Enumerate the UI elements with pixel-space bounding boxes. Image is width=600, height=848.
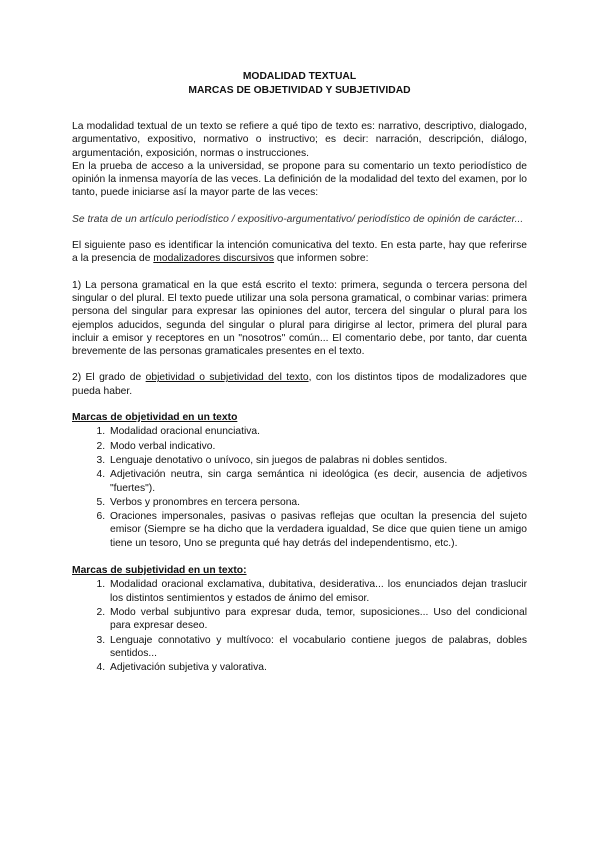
- list-item: 2. Modo verbal subjuntivo para expresar duda, temor, suposiciones... Uso del condicional para expresar deseo.: [108, 606, 527, 633]
- point2-text-end: , con los distintos tipos de modalizadores que pueda haber.: [72, 372, 527, 397]
- list-item: 1. Modalidad oracional exclamativa, dubitativa, desiderativa... los enunciados dejan traslucir los distintos sentimientos y estados de ánimo del emisor.: [108, 578, 527, 605]
- exam-paragraph: En la prueba de acceso a la universidad, se propone para su comentario un texto periodístico de opinión la inmensa mayoría de las veces. La definición de la modalidad del texto del examen, por lo tanto, puede iniciarse así la mayor parte de las veces:: [72, 160, 527, 199]
- modalizadores-term: modalizadores discursivos: [153, 253, 275, 265]
- list-item: 5. Verbos y pronombres en tercera persona.: [108, 496, 527, 509]
- list-item: 6. Oraciones impersonales, pasivas o pasivas reflejas que ocultan la presencia del sujeto emisor (Siempre se ha dicho que la verdadera igualdad, Se dice que quien tiene un amigo tiene un tesoro, Uno se pregunta qué hay detrás del independentismo, etc.).: [108, 510, 527, 550]
- list-item: 3. Lenguaje denotativo o unívoco, sin juegos de palabras ni dobles sentidos.: [108, 454, 527, 467]
- list-item: 2. Modo verbal indicativo.: [108, 440, 527, 453]
- list-item: 1. Modalidad oracional enunciativa.: [108, 425, 527, 438]
- title-block: [72, 70, 527, 98]
- subjetividad-list: [72, 578, 527, 674]
- subjetividad-heading: Marcas de subjetividad en un texto:: [72, 565, 247, 577]
- intention-paragraph: [72, 239, 527, 266]
- list-item: 4. Adjetivación neutra, sin carga semántica ni ideológica (es decir, ausencia de adjetivos "fuertes").: [108, 468, 527, 495]
- objetividad-heading: Marcas de objetividad en un texto: [72, 412, 238, 424]
- example-sentence: Se trata de un artículo periodístico / expositivo-argumentativo/ periodístico de opinión de carácter...: [72, 213, 524, 225]
- point-grado-objetividad: [72, 371, 527, 398]
- point2-text: 2) El grado de: [72, 372, 146, 384]
- document-subtitle: MARCAS DE OBJETIVIDAD Y SUBJETIVIDAD: [188, 85, 411, 96]
- intention-text: El siguiente paso es identificar la intención comunicativa del texto. En esta parte, hay que referirse a la presencia de: [72, 240, 527, 265]
- intro-paragraph: La modalidad textual de un texto se refiere a qué tipo de texto es: narrativo, descriptivo, dialogado, argumentativo, expositivo, normativo o instructivo; es decir: narración, descripción, diálogo, argumentación, exposición, normas o instrucciones.: [72, 121, 527, 159]
- intention-text-end: que informen sobre:: [274, 253, 369, 265]
- document-page: [72, 70, 527, 675]
- point-persona-gramatical: 1) La persona gramatical en la que está escrito el texto: primera, segunda o tercera persona del singular o del plural. El texto puede utilizar una sola persona gramatical, o combinar varias: primera persona del singular para expresar las opiniones del autor, tercera del singular o plural para los ejemplos aducidos, segunda del singular o plural para dirigirse al lector, primera del plural para incluir a emisor y receptores en un "nosotros" común... El comentario debe, por tanto, dar cuenta brevemente de las personas gramaticales presentes en el texto.: [72, 279, 527, 358]
- list-item: 3. Lenguaje connotativo y multívoco: el vocabulario contiene juegos de palabras, dobles sentidos...: [108, 634, 527, 661]
- list-item: 4. Adjetivación subjetiva y valorativa.: [108, 661, 527, 674]
- document-title: MODALIDAD TEXTUAL: [242, 71, 357, 82]
- objetividad-list: [72, 425, 527, 550]
- objetividad-term: objetividad o subjetividad del texto: [145, 372, 309, 384]
